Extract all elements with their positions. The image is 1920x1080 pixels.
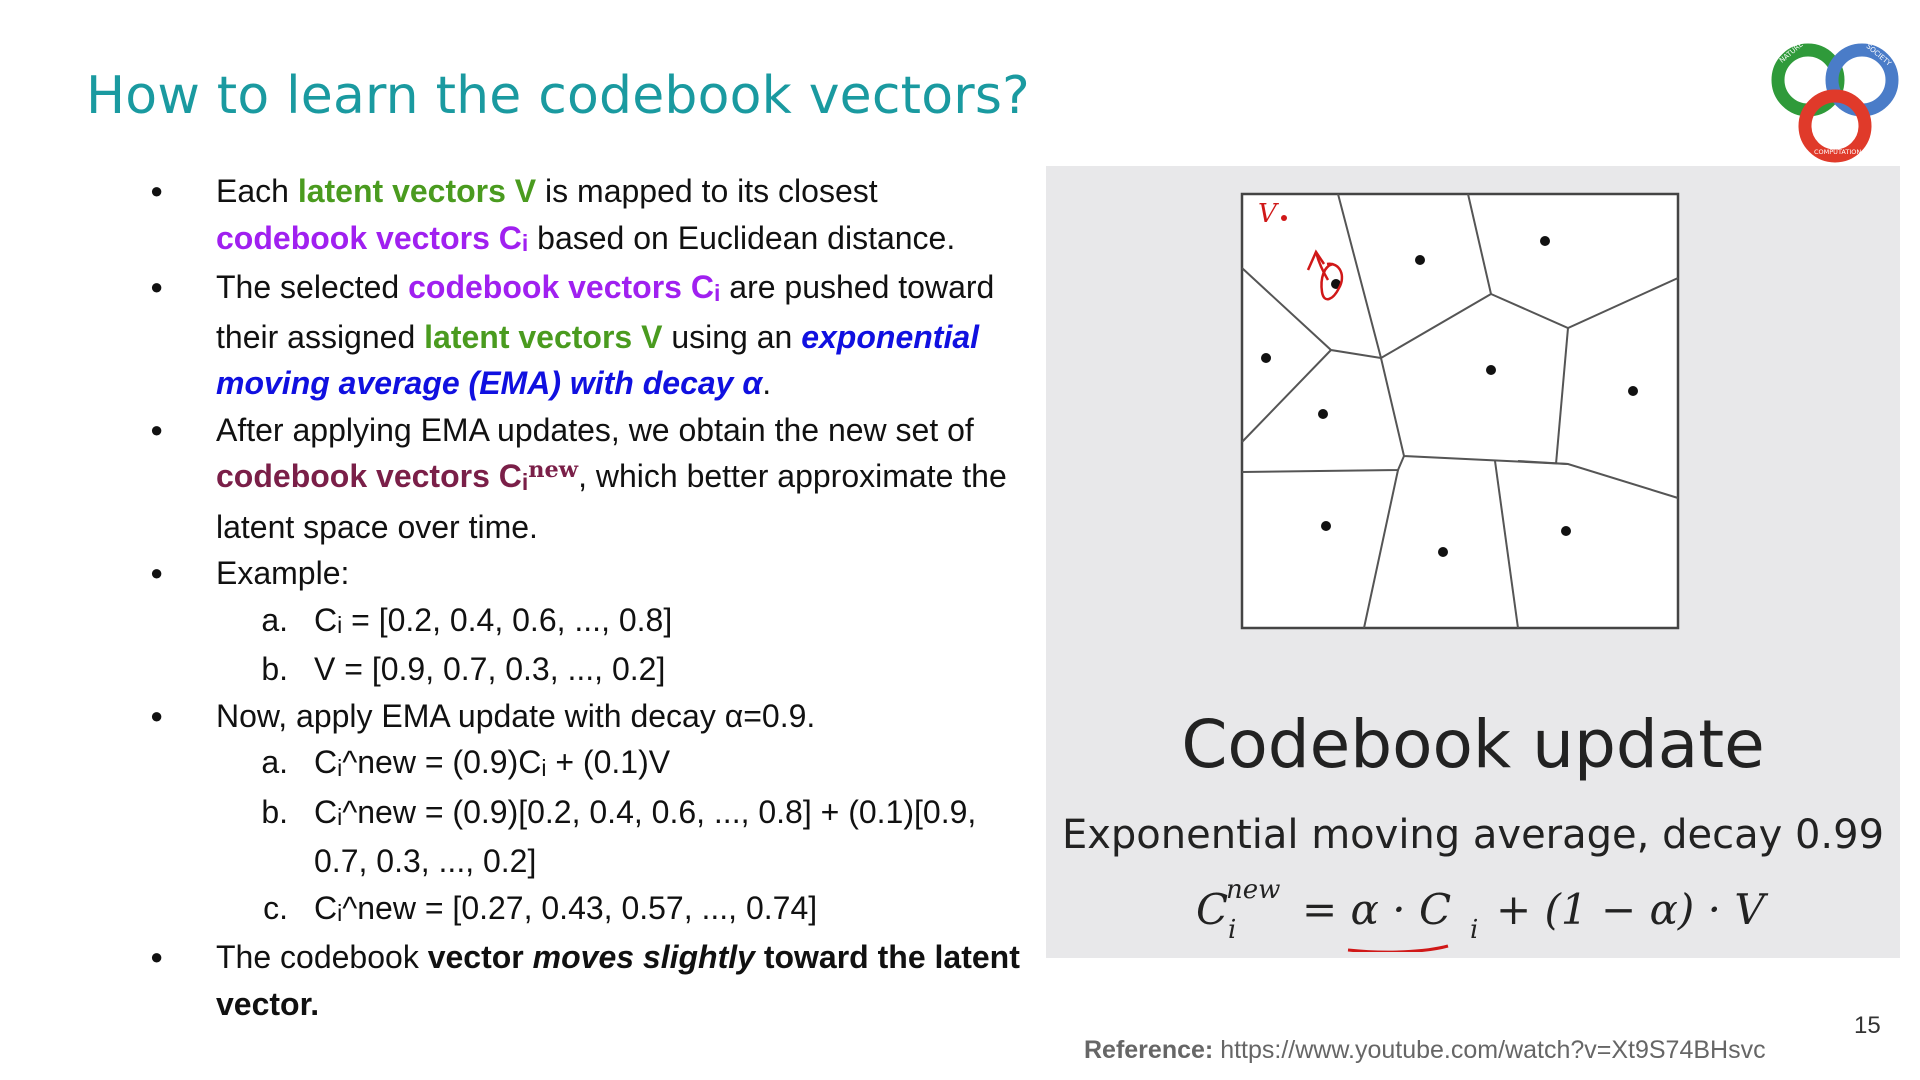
bullet-dot: ● [150,560,164,585]
bullet-dot: ● [150,178,164,203]
ema-step-a: a. Ci^new = (0.9)Ci + (0.1)V [110,739,1030,789]
reference-url[interactable]: https://www.youtube.com/watch?v=Xt9S74BHsvc [1220,1036,1766,1064]
annotation-v-label: V [1258,199,1277,229]
nature-society-computation-logo [1768,36,1904,164]
eq-rhs-2: + (1 − α) · V [1496,885,1765,934]
bullet-dot: ● [150,416,164,442]
slide-title: How to learn the codebook vectors? [86,66,1030,126]
bullet-conclusion: ● The codebook vector moves slightly toward the latent vector. [110,934,1030,1027]
reference-label: Reference: [1084,1036,1214,1064]
logo-text-nature: NATURE [1778,40,1805,65]
codebook-vectors-new-term: codebook vectors $Ci^{new}$ [216,456,579,495]
ema-step-c: c. Ci^new = [0.27, 0.43, 0.57, ..., 0.74] [110,885,1030,935]
logo-red-ring [1805,96,1865,156]
eq-new: new [1226,875,1281,905]
eq-rhs-i: i [1470,915,1479,945]
annotation-v-dot [1281,215,1287,221]
ema-step-b: b. Ci^new = (0.9)[0.2, 0.4, 0.6, ..., 0.8] + (0.1)[0.9, 0.7, 0.3, ..., 0.2] [110,789,1030,885]
bullet-dot: ● [150,944,164,969]
codebook-vectors-term: codebook vectors Ci [216,219,529,257]
codebook-vectors-term: codebook vectors Ci [408,269,721,306]
eq-rhs-1: = α · C [1302,885,1452,934]
bullet-list [110,168,1030,1027]
bullet-ema-push: ● The selected codebook vectors Ci are pushed toward their assigned latent vectors V using an exponential moving average (EMA) with decay α. [110,264,1030,407]
figure-subtitle: Exponential moving average, decay 0.99 [1061,812,1885,858]
sub-label: a. [261,744,288,780]
bullet-new-set: ● After applying EMA updates, we obtain the new set of codebook vectors $Ci^{new}$, which better approximate the latent space over time. [110,407,1030,551]
eq-i: i [1228,915,1237,945]
logo-text-society: SOCIETY [1864,42,1893,68]
example-item-a: a. Ci = [0.2, 0.4, 0.6, ..., 0.8] [110,597,1030,647]
logo-text-computation: COMPUTATION [1814,148,1862,156]
sub-label: a. [261,601,288,638]
bullet-example: ● Example: [110,550,1030,597]
figure-title: Codebook update [1181,706,1765,783]
sub-label: b. [261,793,288,830]
bullet-dot: ● [150,702,164,728]
latent-vectors-term: latent vectors V [297,173,537,209]
bullet-dot: ● [150,274,164,299]
sub-label: b. [261,651,288,687]
bullet-apply-ema: ● Now, apply EMA update with decay α=0.9. [110,693,1030,740]
codebook-update-figure [1046,166,1900,958]
page-number: 15 [1854,1012,1881,1039]
sub-label: c. [263,889,288,926]
equation-underline [1348,946,1448,952]
bullet-mapping: ● Each latent vectors V is mapped to its closest codebook vectors Ci based on Euclidean distance. [110,168,1030,264]
ema-term: exponential moving average (EMA) with decay α [216,318,980,401]
ema-equation [1046,862,1900,952]
voronoi-frame [1242,194,1678,628]
eq-c: C [1196,885,1229,934]
reference-line [1084,1036,1766,1065]
example-item-b: b. V = [0.9, 0.7, 0.3, ..., 0.2] [110,646,1030,693]
latent-vectors-term: latent vectors V [424,318,663,355]
